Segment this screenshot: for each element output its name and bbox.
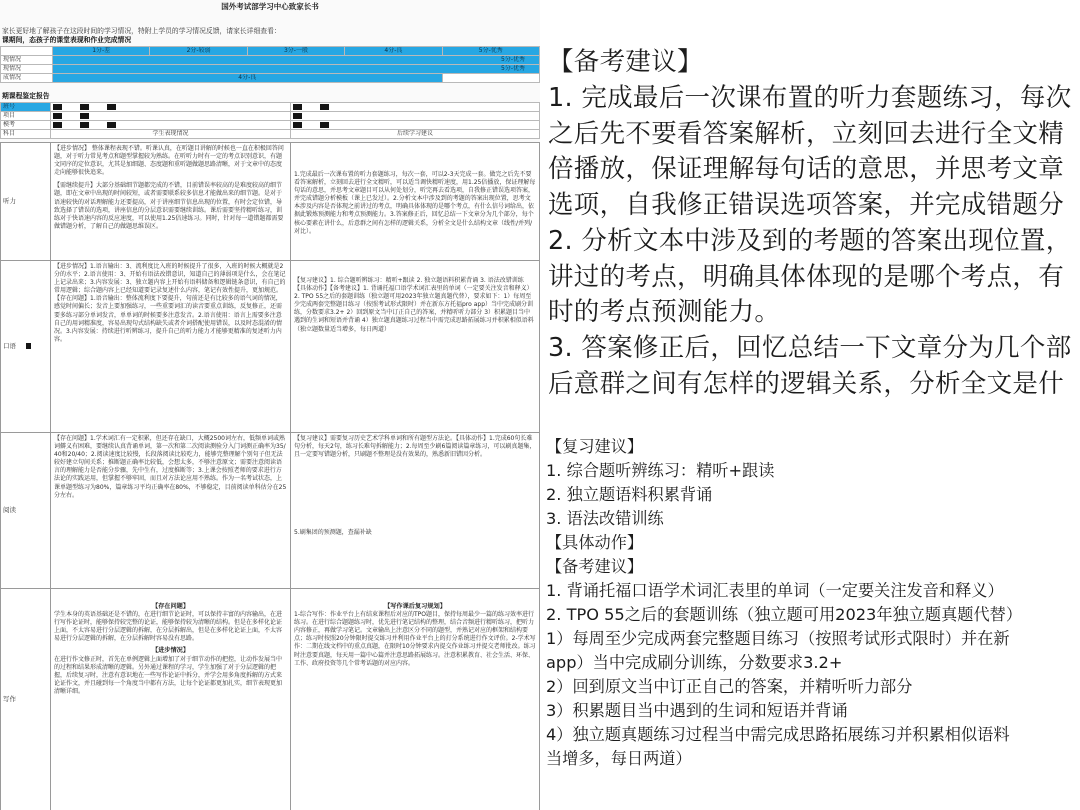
writing-issue-heading: 【存在问题】: [151, 603, 190, 610]
writing-performance-cell: [51, 589, 291, 810]
zoom-line: 1. 完成最后一次课布置的听力套题练习，每次: [548, 83, 1072, 113]
redaction-block: [80, 104, 89, 110]
perf-rating-bar: [53, 56, 540, 65]
listening-advice-cell: [291, 143, 540, 261]
redacted-cell: [51, 121, 291, 130]
writing-progress-text: 在进行作文修正时，首先在单例逻辑上面增加了对于细节动作的把控，让动作发展当中的过程和结果形成清晰的逻辑。另外通过课程的学习，学生加强了对于分层逻辑的把握，后续复习时，注意有意识地在一些写作论证中拆分，并学会用多角度拆解的方式来论证作文，并且碰到每一个角度当中都有方法，让每个论证都更加扎实，细节表现更加清晰详细。: [54, 655, 283, 695]
subject-listening: [1, 143, 51, 261]
redacted-cell: [291, 103, 540, 112]
zoom-line: 3）积累题目当中遇到的生词和短语并背诵: [546, 701, 848, 720]
speaking-advice-cell: [291, 261, 540, 433]
perf-row-label: 现情况: [1, 65, 53, 74]
rating-scale-4: 4分-良: [345, 47, 442, 56]
zoom-line: 1）每周至少完成两套完整题目练习（按照考试形式限时）并在新: [546, 629, 1010, 648]
zoom-line: 【备考建议】: [546, 557, 644, 576]
listening-advice-text: 1.完成最后一次课布置的听力套题练习，每次一套，可以2-3天完成一套。做完之后先不要看答案解析，立刻回去进行全文精听，可以适当调快精听速度，用1.25倍播放，保证理解每句话的意思，并思考文章题目可以从何处划分，听完再去看选项，自我修正错误选项答案，并完成错题分析模板（课上已发过）。2.分析文本中涉及到的考题的答案出现位置，思考文本涉及内容是否体现之前讲过的考点，明确具体体现的是哪个考点，有什么信号词给出，依据此锻炼预测能力和考点预测能力。3.答案修正后，回忆总结一下文章分为几个部分，每个核心要素在讲什么，后意群之间有怎样的逻辑关系，分析全文是什么结构文章（线性/并列/对比）。: [294, 171, 536, 235]
rating-scale-2: 2分-较弱: [150, 47, 247, 56]
perf-rating-empty: [442, 74, 539, 83]
redacted-cell: [51, 112, 291, 121]
subject-speaking: [1, 261, 51, 433]
perf-rating-bar: [53, 65, 540, 74]
zoom-line: 3. 语法改错训练: [546, 509, 664, 528]
zoom-line: 选项，自我修正错误选项答案，并完成错题分: [548, 190, 1065, 220]
reading-performance-cell: [51, 433, 291, 589]
section-class-performance: 课期间，态孩子的课堂表现和作业完成情况: [2, 36, 132, 44]
zoom-listening-advice: [544, 0, 1080, 425]
zoom-speaking-advice: [544, 432, 1080, 810]
reading-advice-cell: [291, 433, 540, 589]
perf-row-label: 现情况: [1, 56, 53, 65]
redaction-block: [293, 104, 302, 110]
zoom-line: 3. 答案修正后，回忆总结一下文章分为几个部: [548, 333, 1072, 363]
info-label-project: 项目: [1, 112, 51, 121]
zoom-line: 【复习建议】: [546, 437, 644, 456]
zoom-line: 2. 独立题语料积累背诵: [546, 485, 713, 504]
writing-advice-cell: [291, 589, 540, 810]
subject-label: 写作: [3, 695, 16, 704]
redaction-block: [53, 104, 62, 110]
redaction-block: [53, 113, 62, 119]
report-title: 国外考试部学习中心致家长书: [221, 2, 319, 11]
redacted-cell: [51, 103, 291, 112]
redaction-block: [293, 113, 302, 119]
redaction-block: [107, 104, 116, 110]
speaking-progress-text: 【进步情况】1.语言输出：3、流利度比入班的时候提升了很多，入班的时候大概就是2分的水平；2.语言使用：3、开始有语法改错意识，知道自己的薄弱项是什么，会在笔记上记录出来；3.内容发展：3、独立题内容上开始有语料储备和逻辑链条意识，有自己的常用逻辑；综合题内容上已经知道要记录复述什么内容，笔记有效性提升，更加规范。【存在问题】1.语音输出：整体流利度下要提升，句前还是有比较多的语气词的情况，感觉时间偏长；发音上要加强练习，一些重要词汇的读音要重点训练，反复修正，还需要多练习部分单词发音，单单词的时候要多注意发音。2.语言使用：语言上需要多注意自己的用词精准度，容易出现句式结构缺失或者介词搭配使用错误，以及时态混淆的情况。3.内容发展：持续进行听辨练习，提升自己的听力能力才能够更精准的复述听力内容。: [54, 263, 286, 343]
subject-writing: [1, 589, 51, 810]
redaction-block: [80, 122, 89, 128]
redacted-cell: [291, 121, 540, 130]
redaction-block: [107, 122, 116, 128]
redaction-block: [320, 122, 329, 128]
reading-footer-text: 5.刷集团的预测题，查漏补缺: [294, 529, 372, 537]
listening-performance-cell: [51, 143, 291, 261]
zoom-line: 倍播放，保证理解每句话的意思，并思考文章: [548, 154, 1065, 184]
redaction-block: [26, 343, 31, 349]
listening-issue-text: 【需继续提升】大部分基础细节题都完成的不错，目前错误率较高的是难度较高的细节题，即在文章中出现的时间较短，或者需要联系较多信息才能做出来的细节题。是对于语速较快的对话理解能力还要提高，对于讲座细节信息出现的位置，有时会定位错，导致选择了错误的选项，讲座信息的分层意识需要继续训练。课后需要坚持精听练习，训练对于快语速内容的反应速度，可以使用1.25倍速练习。同时，针对每一道错题都需要做错题分析，了解自己的做题思维误区。: [54, 182, 284, 230]
zoom-line: 2）回到原文当中订正自己的答案，并精听听力部分: [546, 677, 913, 696]
zoom-line: 【备考建议】: [548, 47, 703, 77]
subject-label: 口语: [3, 342, 16, 351]
zoom-line: 讲过的考点，明确具体体现的是哪个考点，有: [548, 262, 1065, 292]
zoom-line: 1. 综合题听辨练习：精听+跟读: [546, 461, 775, 480]
subject-label: 阅读: [3, 506, 16, 515]
perf-rating-value: 5分-优秀: [501, 65, 525, 72]
writing-issue-text: 学生本身的英语基础还是不错的，在进行细节论证时，可以保持丰富的内容输出，在进行写作论证时，能够保持较完整的论证，能够保持较为清晰的结构。但是在多样化论证上面，不太容易进行分层逻辑的拆解，在分层拆解出，但是在多样化论证上面，不太容易进行分层逻辑的拆解，在分层拆解时容易没有思路。: [54, 611, 283, 643]
speaking-advice-text: 【复习建议】1. 综合题听辨练习：精听+跟读 2. 独立题语料积累背诵 3. 语法改错训练 【具体动作】【备考建议】1. 背诵托福口语学术词汇表里的单词（一定要关注发音和释义）2. TPO 55之后的套题训练（独立题可用2023年独立题真题代替），要求如下：1）每周至少完成两套完整题目练习（按照考试形式限时）并在新东方托福pro app）当中完成刷分训练，分数要求3.2+ 2）回到原文当中订正自己的答案，并精听听力部分 3）积累题目当中遇到的生词和短语并背诵 4）独立题真题练习过程当中需完成思路拓展练习并积累相似语料（独立题数量适当增多，每日两道）: [294, 277, 534, 333]
report-intro-line: 家长更好地了解孩子在这段时间的学习情况，特附上学员的学习情况反馈，请家长详细查看：: [2, 27, 281, 35]
speaking-performance-cell: [51, 261, 291, 433]
zoom-line: 后意群之间有怎样的逻辑关系，分析全文是什: [548, 369, 1065, 399]
perf-rating-value: 4分-良: [238, 74, 257, 81]
subject-reading: [1, 433, 51, 589]
zoom-line: 2. TPO 55之后的套题训练（独立题可用2023年独立题真题代替）: [546, 605, 1023, 624]
student-info-table: [0, 102, 540, 139]
zoom-line: 当增多，每日两道）: [546, 749, 692, 768]
subject-label: 听力: [3, 197, 16, 206]
redacted-cell: [291, 112, 540, 121]
redaction-block: [320, 104, 329, 110]
listening-progress-text: 【进步情况】 整体课程表现不错。听课认真，在听题目讲解的时候也一直在积极回答问题，对于听力常见考点和题型掌握较为熟练。在听听力时有一定的考点识别意识，有题文同序的定位意识，尤其是加细题、态度题和重听题做题思路清晰，对于文章中的态度走向能够很快追来。: [54, 145, 284, 177]
rating-scale-1: 1分-差: [53, 47, 150, 56]
zoom-line: 2. 分析文本中涉及到的考题的答案出现位置，: [548, 226, 1072, 256]
zoom-line: 之后先不要看答案解析，立刻回去进行全文精: [548, 119, 1065, 149]
redaction-block: [80, 113, 89, 119]
writing-advice-heading: 【写作课后复习规划】: [384, 603, 446, 610]
performance-table: [0, 46, 540, 83]
writing-progress-heading: 【进步情况】: [151, 647, 190, 655]
info-label-subject: 科目: [1, 130, 51, 139]
perf-row-label: 成情况: [1, 74, 53, 83]
column-follow-up-advice: 后续学习建议: [291, 130, 540, 139]
rating-scale-3: 3分-一般: [247, 47, 344, 56]
writing-advice-text: 1-综合写作：作业平台上有结束课程后对应的TPO题目，保持每周最少一篇的练习效率进行练习。在进行综合题题练习时，优先进行笔记结构的整理，结合音频进行精听练习，把听力内容修正，再做学习笔记。文章输出上注意区分不同的题型，并熟记对应的框架和结构要点；练习时按照20分钟限时提交练习并利用作业平台上的打分系统进行作文评价。2-学术写作：二期在线文档中的重点真题，在限时10分钟要求内提交作业练习并提交老师批改。练习时注意要真题，每天用一篇中心篇并注意思路拓展练习。注意积累教育、社会生活、环保、工作、政府投资等几个常考话题的对应内容。: [294, 611, 536, 667]
course-report-table: [0, 142, 540, 810]
info-label-mock: 模考: [1, 121, 51, 130]
zoom-line: 【具体动作】: [546, 533, 644, 552]
section-course-report: 期课程鉴定报告: [2, 92, 50, 100]
reading-progress-text: 【存在问题】1.学术词汇有一定积累，但还存在缺口，大概2500词左右，低频单词或熟词僻义有困难，要继续认真背诵单词，第一次和第二次阅读测验分入门词测正确率为35/40和20/40；2.阅读速度比较慢，长段落阅读比较吃力，能够完整理解个别句子但无法较好建立句间关系；推断题正确率比较低，会想太多，不够注意原文；需要注意阅读语言的理解能力是否能分步骤，先中生有，过度推断等；3.上课会按照老师的要求进行方法论的实践运用，但掌握不够牢固，而且对方法论应用不熟练。作为一名考试状态，上课单题型练习为80%，篇章练习平均正确率在80%，不够稳定，目前阅读单科估分在25分左右。: [54, 435, 287, 499]
redaction-block: [53, 122, 62, 128]
info-label-class: 班号: [1, 103, 51, 112]
redaction-block: [293, 122, 302, 128]
zoom-line: 1. 背诵托福口语学术词汇表里的单词（一定要关注发音和释义）: [546, 581, 1004, 600]
zoom-line: 4）独立题真题练习过程当中需完成思路拓展练习并积累相似语料: [546, 725, 1010, 744]
rating-scale-5: 5分-优秀: [442, 47, 539, 56]
reading-advice-text: 【复习建议】需要复习历史艺术学科单词和所有题型方法论。【具体动作】1.完成60句长难句分析，每天2句，练习长难句拆解能力；2.每周至少刷6篇阅读篇章练习，可以刷真题集，且一定要写错题分析，只刷题不整理是没有效果的，熟悉新旧错因分析。: [294, 435, 536, 459]
zoom-line: 时的考点预测能力。: [548, 297, 781, 327]
zoom-line: app）当中完成刷分训练，分数要求3.2+: [546, 653, 843, 672]
perf-rating-value: 5分-优秀: [501, 56, 525, 63]
perf-rating-bar: [53, 74, 443, 83]
perf-header-blank: [1, 47, 53, 56]
column-student-performance: 学生表现情况: [51, 130, 291, 139]
